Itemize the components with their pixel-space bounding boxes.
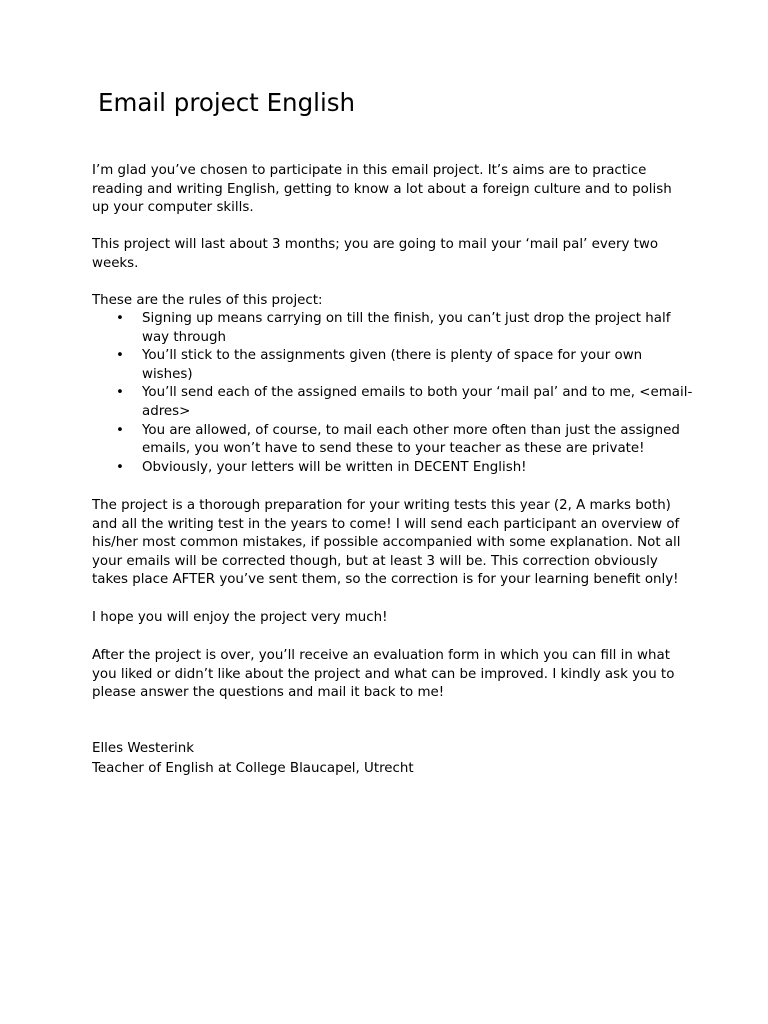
duration-line: weeks. [92,255,139,271]
rule-list-item [92,459,692,478]
preparation-line: and all the writing test in the years to come! I will send each participant an overview of [92,516,680,532]
rule-line: adres> [142,403,191,419]
signature-block [92,739,414,778]
rules-heading: These are the rules of this project: [92,293,323,308]
bullet-icon: • [116,348,124,364]
rule-list-item [92,384,692,421]
preparation-line: his/her most common mistakes, if possible accompanied with some explanation. Not all [92,535,681,551]
rule-line: Obviously, your letters will be written in DECENT English! [142,459,527,475]
signature-name: Elles Westerink [92,741,194,756]
rule-line: Signing up means carrying on till the finish, you can’t just drop the project half [142,311,671,326]
preparation-line: The project is a thorough preparation for your writing tests this year (2, A marks both) [92,498,671,513]
rule-line: wishes) [142,366,193,382]
preparation-line: your emails will be corrected though, but at least 3 will be. This correction obviously [92,553,658,569]
rule-line: You are allowed, of course, to mail each other more often than just the assigned [142,422,680,438]
evaluation-line: please answer the questions and mail it back to me! [92,685,445,701]
evaluation-line: you liked or didn’t like about the project and what can be improved. I kindly ask you to [92,666,675,682]
bullet-icon: • [116,459,124,475]
rule-line: way through [142,329,226,345]
evaluation-paragraph [92,647,692,703]
duration-line: This project will last about 3 months; you are going to mail your ‘mail pal’ every two [92,237,659,252]
document-title: Email project English [98,88,356,117]
signature-position: Teacher of English at College Blaucapel, Utrecht [92,760,414,776]
duration-paragraph [92,236,692,273]
rule-line: You’ll send each of the assigned emails to both your ‘mail pal’ and to me, <email- [142,385,693,401]
preparation-paragraph [92,497,692,590]
rule-line: You’ll stick to the assignments given (there is plenty of space for your own [142,348,643,364]
preparation-line: takes place AFTER you’ve sent them, so the correction is for your learning benefit only! [92,572,679,588]
intro-line: I’m glad you’ve chosen to participate in this email project. It’s aims are to practice [92,163,647,178]
evaluation-line: After the project is over, you’ll receive an evaluation form in which you can fill in what [92,648,670,663]
bullet-icon: • [116,422,124,438]
intro-line: up your computer skills. [92,200,254,216]
bullet-icon: • [116,311,124,326]
rule-list-item [92,310,692,347]
bullet-icon: • [116,385,124,401]
rules-list [92,310,692,477]
rule-line: emails, you won’t have to send these to your teacher as these are private! [142,441,645,457]
intro-paragraph [92,162,692,218]
hope-paragraph: I hope you will enjoy the project very much! [92,610,388,625]
intro-line: reading and writing English, getting to know a lot about a foreign culture and to polish [92,181,672,197]
rule-list-item [92,422,692,459]
rule-list-item [92,347,692,384]
